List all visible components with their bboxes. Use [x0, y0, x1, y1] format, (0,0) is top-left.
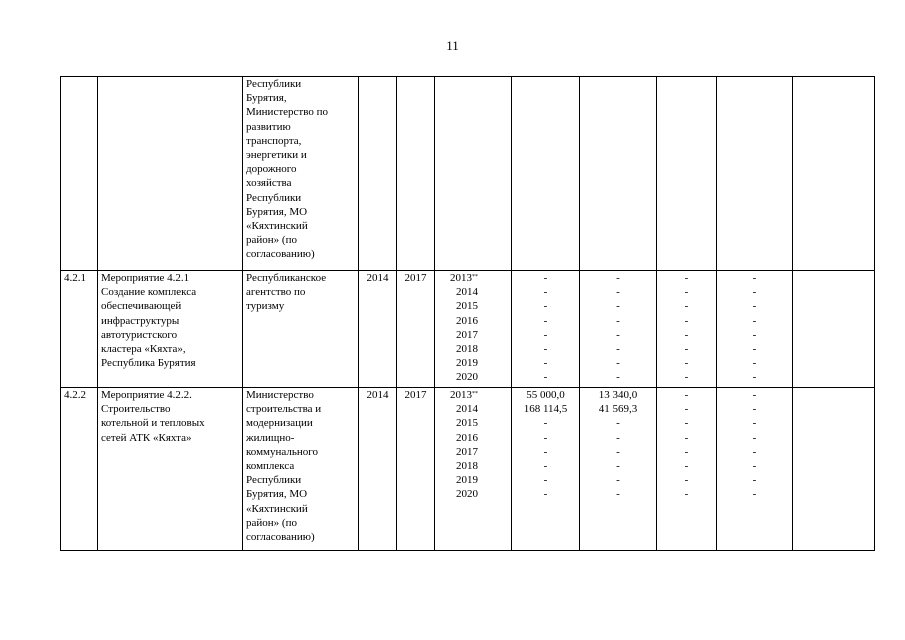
value: - [752, 417, 757, 430]
year-value: 2016 [456, 314, 478, 327]
value: - [752, 445, 757, 458]
value: - [543, 371, 548, 384]
value: - [684, 343, 689, 356]
responsible-executor: Министерство строительства и модернизации жилищно- коммунального комплекса Республики Бурятия, МО «Кяхтинский район» (по согласованию) [243, 388, 359, 551]
responsible-executor: Республики Бурятия, Министерство по развитию транспорта, энергетики и дорожного хозяйства Республики Бурятия, МО «Кяхтинский район» (по согласованию) [243, 77, 359, 271]
footnote-mark: ** [472, 391, 478, 397]
value: - [616, 474, 620, 487]
value: - [752, 272, 757, 284]
value: - [543, 300, 548, 313]
years-cell [435, 271, 512, 388]
finance-col-3 [657, 271, 717, 388]
value: - [616, 286, 620, 299]
value: - [616, 417, 620, 430]
year-value: 2017 [456, 328, 478, 341]
value: - [684, 357, 689, 370]
year-value: 2018 [456, 343, 478, 356]
value: - [684, 474, 689, 487]
value: - [543, 343, 548, 356]
value: - [752, 314, 757, 327]
value: - [684, 403, 689, 416]
value: - [684, 314, 689, 327]
start-year [359, 77, 397, 271]
year-value: 2014 [456, 286, 478, 299]
value: - [543, 272, 548, 284]
value: - [543, 445, 548, 458]
year-value: 2019 [456, 474, 478, 487]
value: - [684, 460, 689, 473]
value: - [543, 357, 548, 370]
start-year: 2014 [359, 271, 397, 388]
value: - [684, 417, 689, 430]
finance-col-2 [580, 77, 657, 271]
value: - [752, 403, 757, 416]
row-number [61, 77, 98, 271]
value: - [616, 328, 620, 341]
value: - [684, 389, 689, 401]
finance-col-2 [580, 388, 657, 551]
value: - [752, 474, 757, 487]
value: - [616, 431, 620, 444]
finance-col-4 [717, 271, 793, 388]
finance-col-4 [717, 388, 793, 551]
start-year: 2014 [359, 388, 397, 551]
value: - [684, 272, 689, 284]
year-value: 2018 [456, 460, 478, 473]
page-number: 11 [446, 38, 459, 53]
end-year: 2017 [397, 271, 435, 388]
value: - [616, 314, 620, 327]
finance-col-2 [580, 271, 657, 388]
value: - [543, 431, 548, 444]
value: - [543, 314, 548, 327]
year-value: 2014 [456, 403, 478, 416]
event-name: Мероприятие 4.2.2. Строительство котельной и тепловых сетей АТК «Кяхта» [98, 388, 243, 551]
value: - [616, 357, 620, 370]
event-name: Мероприятие 4.2.1 Создание комплекса обеспечивающей инфраструктуры автотуристского кластера «Кяхта», Республика Бурятия [98, 271, 243, 388]
value: - [543, 286, 548, 299]
finance-col-1 [512, 77, 580, 271]
value: - [616, 445, 620, 458]
value: - [684, 300, 689, 313]
finance-col-1 [512, 271, 580, 388]
value: 41 569,3 [598, 403, 638, 416]
year-value: 2015 [456, 300, 478, 313]
value: - [616, 488, 620, 501]
value: - [752, 389, 757, 401]
value: 168 114,5 [523, 403, 568, 416]
value: - [616, 272, 620, 284]
end-year: 2017 [397, 388, 435, 551]
event-name [98, 77, 243, 271]
finance-col-1 [512, 388, 580, 551]
notes-cell [793, 388, 875, 551]
table-row [61, 77, 875, 271]
value: - [684, 328, 689, 341]
year-value: 2017 [456, 445, 478, 458]
program-table [60, 76, 875, 551]
year-value: 2020 [456, 371, 478, 384]
value: - [616, 460, 620, 473]
years-cell [435, 77, 512, 271]
value: - [752, 286, 757, 299]
notes-cell [793, 77, 875, 271]
year-value: 2019 [456, 357, 478, 370]
value: - [684, 286, 689, 299]
value: - [752, 328, 757, 341]
year-value: 2020 [456, 488, 478, 501]
value: - [684, 431, 689, 444]
footnote-mark: ** [472, 274, 478, 280]
finance-col-4 [717, 77, 793, 271]
year-value: 2016 [456, 431, 478, 444]
row-number: 4.2.2 [61, 388, 98, 551]
year-value: 2013** [450, 389, 478, 401]
value: - [752, 343, 757, 356]
year-value: 2015 [456, 417, 478, 430]
value: - [684, 445, 689, 458]
value: 13 340,0 [598, 389, 638, 401]
row-number: 4.2.1 [61, 271, 98, 388]
value: - [752, 488, 757, 501]
value: - [684, 371, 689, 384]
value: - [752, 371, 757, 384]
value: - [543, 488, 548, 501]
value: - [684, 488, 689, 501]
finance-col-3 [657, 388, 717, 551]
value: - [543, 474, 548, 487]
value: - [616, 371, 620, 384]
finance-col-3 [657, 77, 717, 271]
table-row [61, 271, 875, 388]
value: - [752, 431, 757, 444]
year-value: 2013** [450, 272, 478, 284]
value: - [752, 300, 757, 313]
value: - [543, 417, 548, 430]
value: - [752, 460, 757, 473]
notes-cell [793, 271, 875, 388]
value: - [543, 328, 548, 341]
end-year [397, 77, 435, 271]
value: - [543, 460, 548, 473]
value: - [616, 343, 620, 356]
years-cell [435, 388, 512, 551]
value: 55 000,0 [526, 389, 565, 401]
value: - [752, 357, 757, 370]
value: - [616, 300, 620, 313]
responsible-executor: Республиканское агентство по туризму [243, 271, 359, 388]
table-row [61, 388, 875, 551]
